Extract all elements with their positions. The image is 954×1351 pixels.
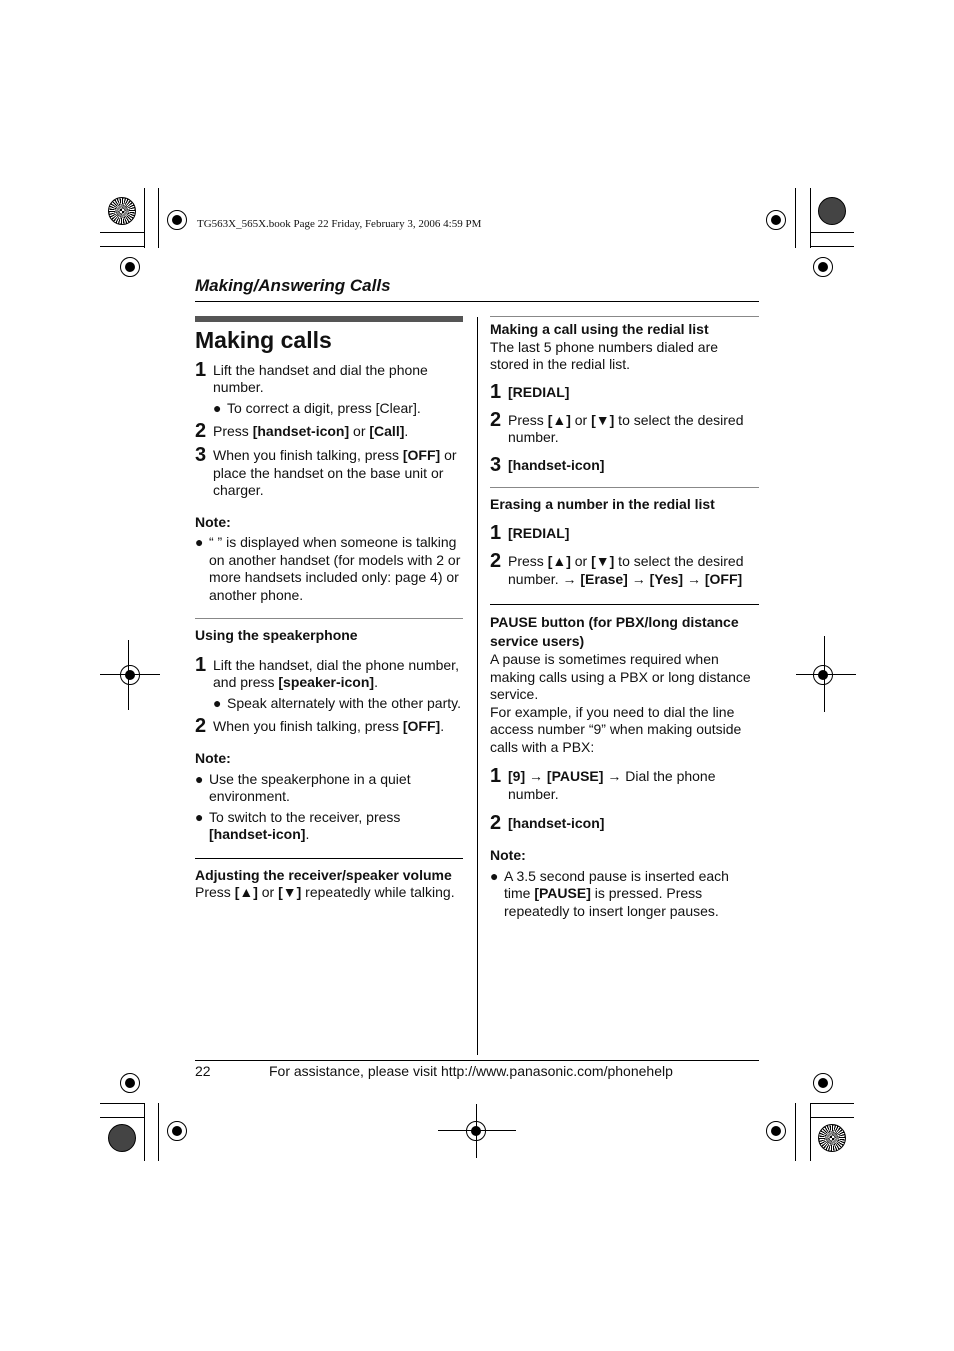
step-number: 2: [490, 408, 502, 431]
crop-mark: [810, 188, 811, 248]
subsection-heading: Adjusting the receiver/speaker volume: [195, 866, 452, 883]
subsection-heading: Erasing a number in the redial list: [490, 495, 715, 512]
arrow-icon: →: [562, 570, 577, 587]
crop-mark: [100, 674, 160, 675]
key-label: [OFF]: [402, 718, 441, 734]
list-item: [195, 534, 463, 604]
text: Dial the phone number.: [508, 768, 716, 802]
key-label: [9]: [508, 768, 526, 784]
step-number: 1: [195, 358, 207, 381]
print-slug: TG563X_565X.book Page 22 Friday, February 3, 2006 4:59 PM: [197, 218, 482, 230]
registration-target-icon: [813, 665, 833, 685]
step-text: Lift the handset and dial the phone number.: [213, 361, 428, 395]
crop-mark: [810, 1103, 854, 1104]
up-key: [▲]: [547, 411, 571, 428]
text: is pressed. Press repeatedly to insert longer pauses.: [504, 885, 719, 919]
registration-target-icon: [813, 1073, 833, 1093]
key-label: [PAUSE]: [534, 885, 591, 901]
step-text: [508, 766, 759, 803]
note-label: Note:: [490, 847, 526, 863]
page-number: 22: [195, 1063, 211, 1079]
step-1: [490, 766, 759, 803]
registration-target-icon: [120, 665, 140, 685]
key-label: [REDIAL]: [508, 383, 570, 400]
step-number: 1: [490, 765, 502, 787]
text: When you finish talking, press: [213, 718, 403, 734]
arrow-icon: →: [607, 768, 622, 784]
crop-mark: [810, 1103, 811, 1161]
crop-mark: [438, 1130, 516, 1131]
down-key: [▼]: [591, 411, 615, 428]
crop-mark: [796, 674, 856, 675]
bullet-icon: ●: [490, 867, 499, 884]
down-key: [▼]: [278, 884, 302, 900]
section-divider: [490, 487, 759, 488]
step-text: [213, 445, 463, 500]
subsection-heading: PAUSE button (for PBX/long distance service users): [490, 614, 739, 649]
note-label: Note:: [195, 513, 231, 530]
text: or: [349, 423, 370, 439]
step-number: 2: [195, 715, 207, 737]
bullet-icon: ●: [195, 808, 204, 825]
up-key: [▲]: [234, 884, 258, 900]
bullet-icon: ●: [195, 770, 204, 787]
crop-mark: [100, 232, 144, 233]
crop-mark: [810, 1117, 854, 1118]
registration-target-icon: [766, 210, 786, 230]
text: or: [570, 411, 592, 428]
section-divider: [195, 858, 463, 859]
crop-mark: [810, 232, 854, 233]
registration-star-icon: [108, 197, 136, 225]
up-key: [▲]: [547, 553, 571, 569]
crop-mark: [144, 188, 145, 248]
step-number: 2: [195, 420, 207, 442]
right-column: [490, 316, 759, 920]
handset-icon: [handset-icon]: [252, 423, 350, 439]
redial-intro: The last 5 phone numbers dialed are stored in the redial list.: [490, 338, 719, 372]
step-text: Lift the handset, dial the phone number, and press [speaker-icon].: [213, 656, 459, 690]
step-3: [195, 445, 463, 500]
step-2: [490, 551, 759, 588]
registration-target-icon: [167, 1121, 187, 1141]
text: or place the handset on the base unit or charger.: [213, 447, 457, 498]
crop-mark: [476, 1104, 477, 1158]
crop-mark: [795, 1103, 796, 1161]
key-label: [Call]: [369, 423, 405, 439]
footer-text: For assistance, please visit http://www.panasonic.com/phonehelp: [269, 1063, 673, 1079]
registration-target-icon: [766, 1121, 786, 1141]
page-title: Making calls: [195, 327, 332, 353]
pause-paragraph: A pause is sometimes required when making calls using a PBX or long distance service.: [490, 651, 751, 702]
bullet-icon: ●: [195, 534, 204, 550]
crop-mark: [795, 188, 796, 248]
text: Press: [213, 423, 253, 439]
text: Press: [508, 553, 548, 569]
step-1: [490, 382, 759, 402]
step-2: [490, 410, 759, 447]
step-number: 3: [490, 453, 502, 476]
key-label: [REDIAL]: [508, 525, 570, 541]
text: or: [257, 884, 279, 900]
pause-paragraph: For example, if you need to dial the line access number “9” when making outside calls with a PBX:: [490, 703, 742, 755]
text: to select the desired number.: [508, 411, 744, 445]
left-column: [195, 316, 463, 902]
note-text: [504, 868, 759, 921]
crop-mark: [810, 246, 854, 247]
note-text: Use the speakerphone in a quiet environment.: [209, 770, 411, 804]
step-text: [508, 410, 759, 447]
crop-mark: [128, 640, 129, 710]
bullet-text: Speak alternately with the other party.: [227, 694, 461, 711]
text: A 3.5 second pause is inserted each time: [504, 867, 729, 901]
header-rule: [195, 301, 759, 302]
section-divider: [195, 618, 463, 619]
bullet-text: To correct a digit, press [Clear].: [227, 399, 421, 416]
key-label: [Erase]: [580, 570, 628, 587]
text: Lift the handset, dial the phone number, and press: [213, 656, 459, 690]
list-item: [213, 695, 463, 713]
key-label: [PAUSE]: [546, 768, 604, 784]
handset-icon: [handset-icon]: [508, 456, 605, 473]
key-label: [OFF]: [402, 447, 441, 463]
crop-mark: [158, 1103, 159, 1161]
crop-mark: [100, 1117, 144, 1118]
text: or: [570, 553, 592, 569]
handset-icon: [handset-icon]: [508, 815, 605, 831]
step-number: 2: [490, 812, 502, 834]
text: When you finish talking, press: [213, 447, 403, 463]
registration-dot-icon: [108, 1124, 136, 1152]
arrow-icon: →: [686, 570, 701, 587]
section-title: Making/Answering Calls: [195, 276, 391, 295]
step-1: [195, 655, 463, 692]
crop-mark: [100, 246, 144, 247]
step-number: 1: [490, 522, 502, 544]
list-item: [195, 809, 463, 844]
step-number: 1: [195, 653, 207, 676]
footer-rule: [195, 1060, 759, 1061]
arrow-icon: →: [529, 768, 544, 784]
list-item: [213, 400, 463, 418]
step-text: When you finish talking, press [OFF].: [213, 718, 445, 734]
column-divider: [477, 317, 478, 1055]
note-label: Note:: [195, 750, 231, 766]
down-key: [▼]: [591, 553, 615, 569]
step-3: [490, 455, 759, 475]
registration-target-icon: [120, 1073, 140, 1093]
text: Press: [508, 411, 548, 428]
title-bar: [195, 316, 463, 322]
arrow-icon: →: [631, 570, 646, 587]
crop-mark: [100, 1103, 144, 1104]
registration-star-icon: [818, 1124, 846, 1152]
step-text: Press [handset-icon] or [Call].: [213, 423, 409, 439]
step-2: [195, 421, 463, 441]
text: To switch to the receiver, press: [209, 808, 401, 825]
crop-mark: [158, 188, 159, 248]
step-number: 3: [195, 444, 207, 466]
subsection-heading: Making a call using the redial list: [490, 321, 709, 337]
bullet-icon: ●: [213, 694, 222, 711]
key-label: [Yes]: [649, 570, 684, 587]
step-text: [508, 551, 759, 588]
bullet-icon: ●: [213, 399, 222, 416]
speaker-icon: [speaker-icon]: [278, 674, 375, 690]
registration-target-icon: [120, 257, 140, 277]
step-number: 1: [490, 380, 502, 403]
volume-text: [195, 884, 463, 902]
note-text: To switch to the receiver, press [handset-icon].: [209, 808, 401, 842]
step-number: 2: [490, 550, 502, 572]
section-divider: [490, 316, 759, 317]
handset-icon: [handset-icon]: [209, 826, 306, 842]
step-2: [490, 813, 759, 833]
subsection-heading: Using the speakerphone: [195, 627, 358, 643]
registration-target-icon: [813, 257, 833, 277]
list-item: [490, 868, 759, 921]
crop-mark: [144, 1103, 145, 1161]
section-divider: [490, 604, 759, 605]
text: Press: [195, 884, 235, 900]
step-2: [195, 716, 463, 736]
registration-target-icon: [167, 210, 187, 230]
note-text: “ ” is displayed when someone is talking on another handset (for models with 2 or more handsets included only: page 4) or another phone.: [209, 534, 461, 603]
key-label: [OFF]: [704, 570, 743, 587]
list-item: [195, 771, 463, 806]
registration-dot-icon: [818, 197, 846, 225]
text: to select the desired number.: [508, 553, 744, 587]
step-1: [195, 360, 463, 397]
step-1: [490, 523, 759, 543]
text: repeatedly while talking.: [301, 884, 455, 900]
